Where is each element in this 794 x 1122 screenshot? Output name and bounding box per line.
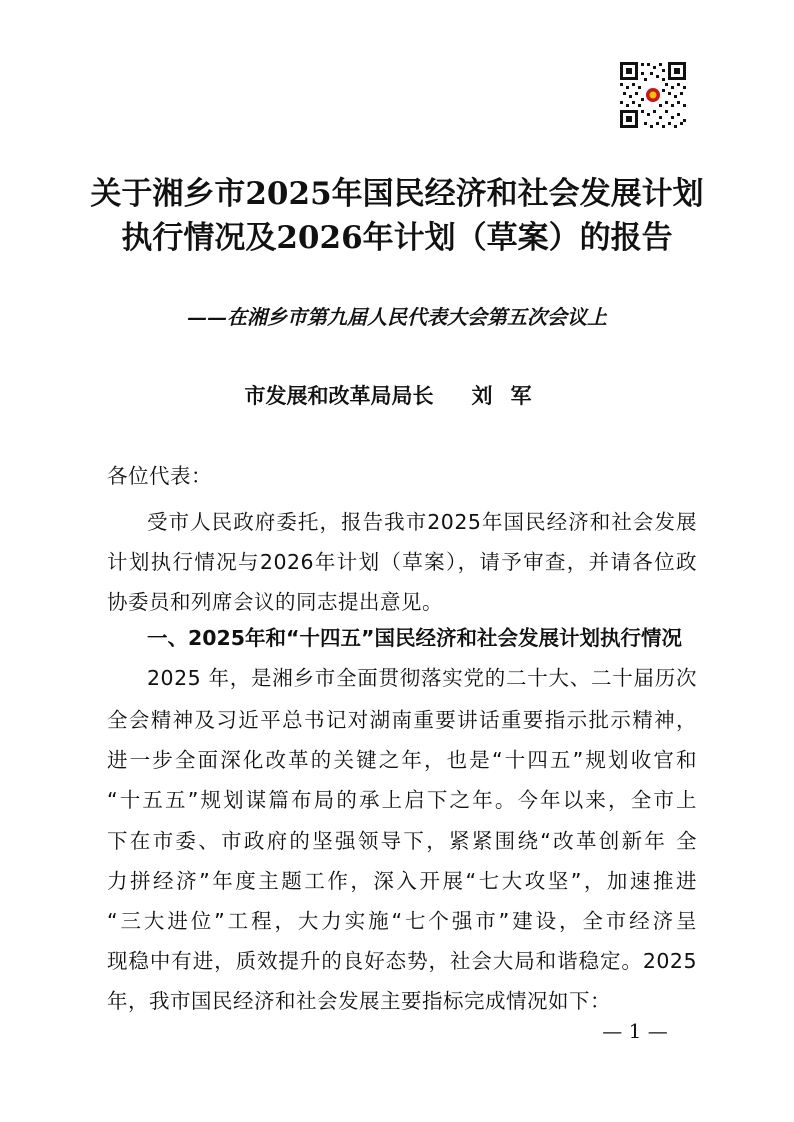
paragraph-line: 计划执行情况与2026年计划（草案），请予审查，并请各位政 bbox=[107, 550, 697, 574]
paragraph-line: “三大进位”工程，大力实施“七个强市”建设，全市经济呈 bbox=[107, 909, 697, 933]
author-position: 市发展和改革局局长 bbox=[244, 383, 434, 408]
paragraph-line: 下在市委、市政府的坚强领导下，紧紧围绕“改革创新年 全 bbox=[107, 829, 697, 853]
qr-code-icon bbox=[618, 60, 688, 130]
paragraph-line: 力拼经济”年度主题工作，深入开展“七大攻坚”，加速推进 bbox=[107, 869, 697, 893]
paragraph-line: 现稳中有进，质效提升的良好态势，社会大局和谐稳定。2025 bbox=[107, 949, 697, 973]
paragraph-line: 协委员和列席会议的同志提出意见。 bbox=[107, 590, 443, 614]
author-name: 刘军 bbox=[471, 383, 550, 408]
page-number: — 1 — bbox=[602, 1019, 668, 1043]
section-heading: 一、2025年和“十四五”国民经济和社会发展计划执行情况 bbox=[147, 626, 683, 650]
paragraph-line: 2025 年，是湘乡市全面贯彻落实党的二十大、二十届历次 bbox=[147, 666, 697, 690]
paragraph-line: 全会精神及习近平总书记对湖南重要讲话重要指示批示精神， bbox=[107, 708, 697, 732]
paragraph-line: 年，我市国民经济和社会发展主要指标完成情况如下： bbox=[107, 989, 611, 1013]
paragraph-line: 进一步全面深化改革的关键之年，也是“十四五”规划收官和 bbox=[107, 748, 697, 772]
document-title-line-1: 关于湘乡市2025年国民经济和社会发展计划 bbox=[90, 176, 704, 212]
paragraph-line: 受市人民政府委托，报告我市2025年国民经济和社会发展 bbox=[147, 510, 697, 534]
document-subtitle: ——在湘乡市第九届人民代表大会第五次会议上 bbox=[187, 305, 607, 329]
author-line bbox=[60, 381, 734, 411]
paragraph-line: “十五五”规划谋篇布局的承上启下之年。今年以来，全市上 bbox=[107, 788, 697, 812]
document-title-line-2: 执行情况及2026年计划（草案）的报告 bbox=[121, 220, 673, 256]
salutation: 各位代表： bbox=[107, 464, 212, 488]
